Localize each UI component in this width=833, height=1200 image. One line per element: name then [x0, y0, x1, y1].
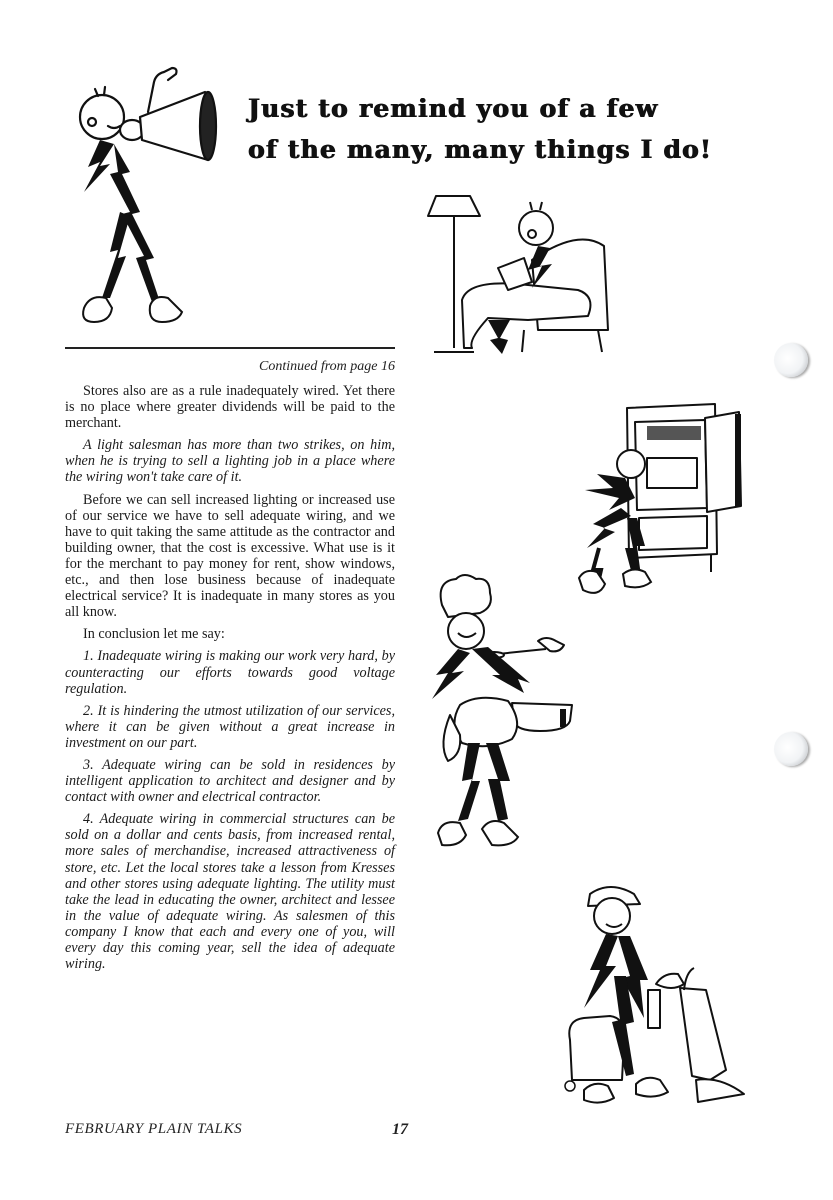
list-item: 2. It is hindering the utmost utilization of our services, where it can be given without a great increase in investment on our part.: [65, 702, 395, 751]
headline-line-2: of the many, many things I do!: [248, 135, 713, 164]
article-body: [65, 383, 395, 978]
character-vacuum-cleaner-icon: [560, 880, 750, 1110]
character-refrigerator-icon: [575, 398, 747, 603]
paragraph: Stores also are as a rule inadequately wired. Yet there is no place where greater dividends will be paid to the merchant.: [65, 383, 395, 432]
binder-hole-bottom: [774, 732, 808, 766]
paragraph: Before we can sell increased lighting or increased use of our service we have to sell adequate wiring, and we have to quit taking the same attitude as the contractor and building owner, that the cost is excessive. What use is it for the merchant to pay money for rent, show windows, etc., and then lose business because of inadequate electrical service? It is inadequate in many stores as you all know.: [65, 491, 395, 621]
headline-line-1: Just to remind you of a few: [248, 94, 659, 123]
paragraph: A light salesman has more than two strikes, on him, when he is trying to sell a lighting job in a place where the wiring won't take care of it.: [65, 437, 395, 486]
character-megaphone-icon: [70, 62, 230, 337]
list-item: 1. Inadequate wiring is making our work very hard, by counteracting our efforts towards good voltage regulation.: [65, 648, 395, 697]
character-chef-icon: [428, 575, 578, 853]
headline: [248, 88, 758, 170]
paragraph: In conclusion let me say:: [83, 626, 225, 643]
page-number: 17: [392, 1121, 408, 1138]
character-reading-armchair-icon: [428, 180, 613, 360]
publication-name: FEBRUARY PLAIN TALKS: [65, 1121, 243, 1137]
list-item: 4. Adequate wiring in commercial structures can be sold on a dollar and cents basis, from increased rental, more sales of merchandise, increased attractiveness of store, etc. Let the local stores take a lesson from Kresses and other stores using adequate lighting. The utility must take the lead in educating the owner, architect and lessee in the value of adequate wiring. As salesmen of this company I know that each and every one of you, will every day this coming year, sell the idea of adequate wiring.: [65, 811, 395, 973]
binder-hole-top: [774, 343, 808, 377]
continued-note: Continued from page 16: [259, 359, 395, 374]
section-divider: [65, 347, 395, 349]
list-item: 3. Adequate wiring can be sold in residences by intelligent application to architect and designer and by contact with owner and electrical contractor.: [65, 756, 395, 806]
